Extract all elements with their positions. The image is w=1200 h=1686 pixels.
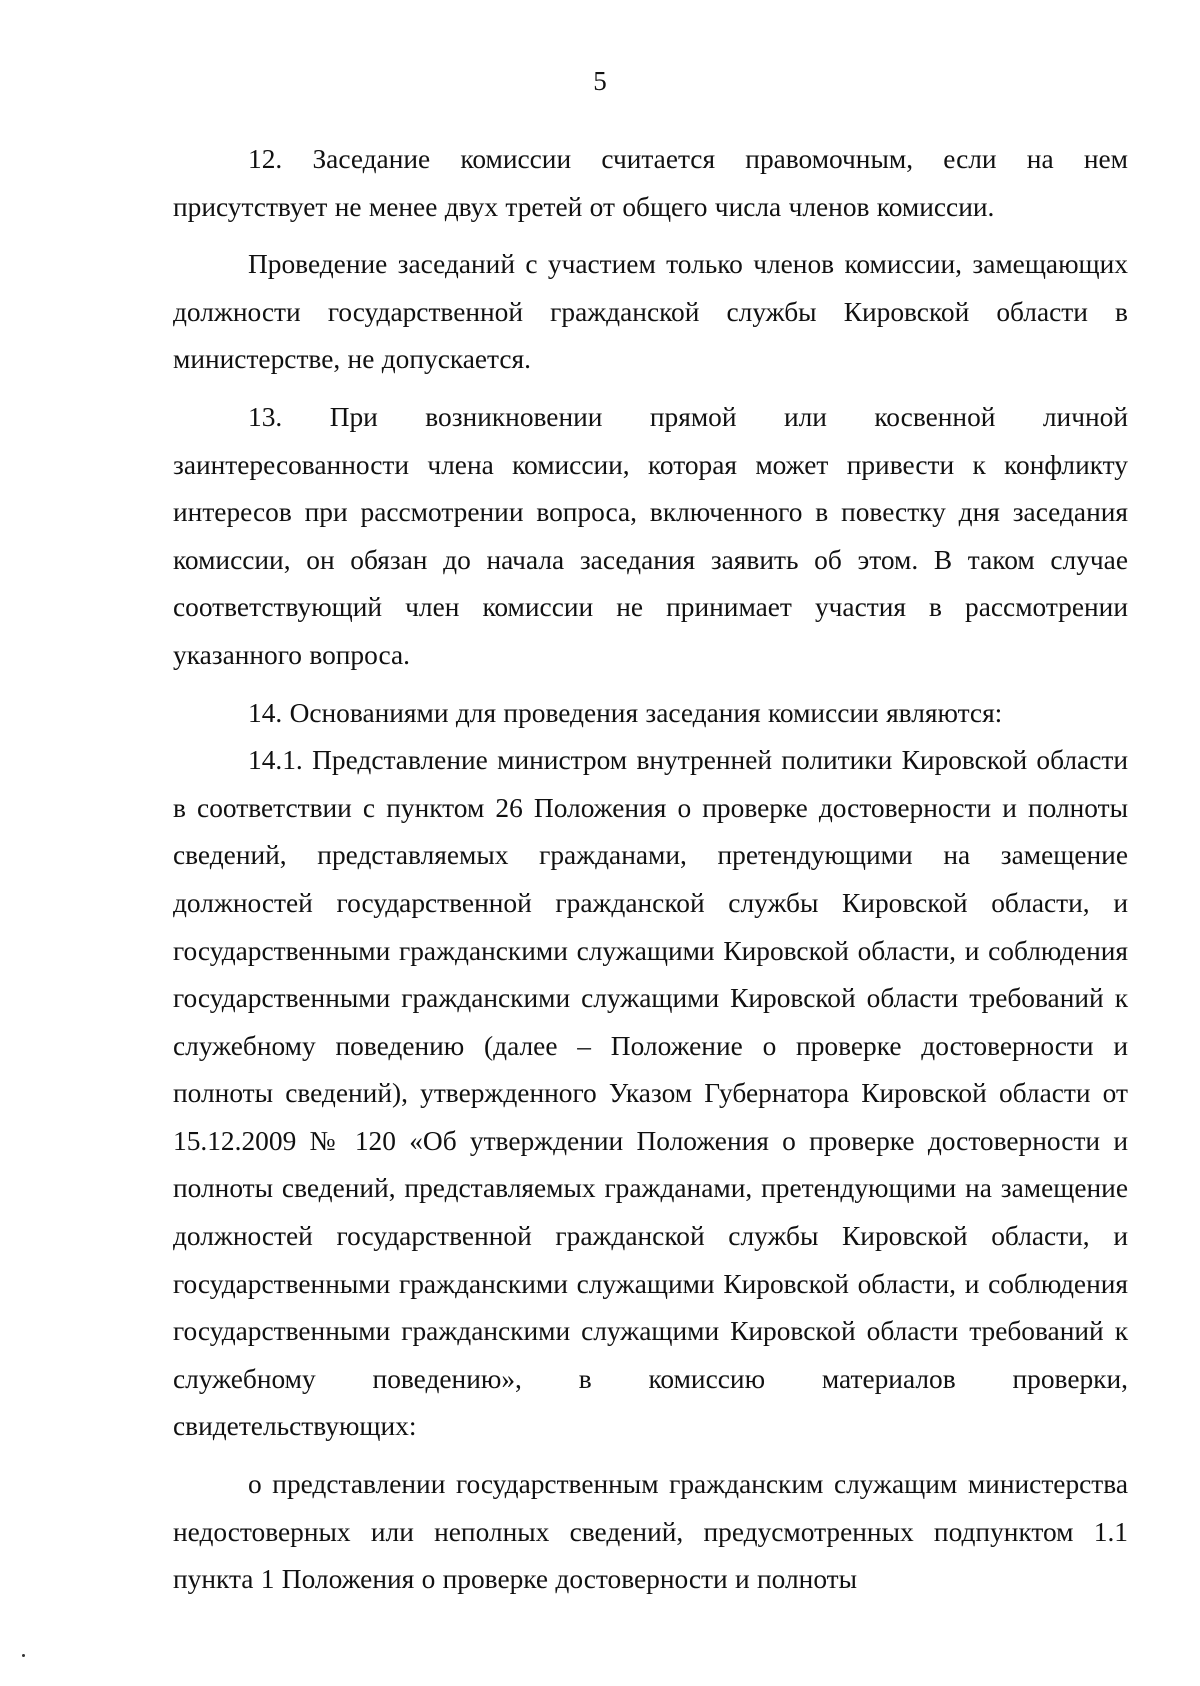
- paragraph-unreliable-information: о представлении государственным гражданским служащим министерства недостоверных или неполных сведений, предусмотренных подпунктом 1.1 пункта 1 Положения о проверке достоверности и полноты: [173, 1469, 1128, 1595]
- paragraph-12-quorum: 12. Заседание комиссии считается правомочным, если на нем присутствует не менее двух третей от общего числа членов комиссии.: [173, 144, 1128, 222]
- scan-speck: [22, 1654, 25, 1657]
- paragraph-14-1-submission: 14.1. Представление министром внутренней политики Кировской области в соответствии с пунктом 26 Положения о проверке достоверности и полноты сведений, представляемых гражданами, претендующими на замещение должностей государственной гражданской службы Кировской области, и государственными гражданскими служащими Кировской области, и соблюдения государственными гражданскими служащими Кировской области требований к служебному поведению (далее – Положение о проверке достоверности и полноты сведений), утвержденного Указом Губернатора Кировской области от 15.12.2009 № 120 «Об утверждении Положения о проверке достоверности и полноты сведений, представляемых гражданами, претендующими на замещение должностей государственной гражданской службы Кировской области, и государственными гражданскими служащими Кировской области, и соблюдения государственными гражданскими служащими Кировской области требований к служебному поведению», в комиссию материалов проверки, свидетельствующих:: [173, 745, 1128, 1442]
- page-number: 5: [593, 66, 607, 96]
- paragraph-14-grounds: 14. Основаниями для проведения заседания комиссии являются:: [248, 697, 1003, 728]
- paragraph-13-conflict-of-interest: 13. При возникновении прямой или косвенной личной заинтересованности члена комиссии, которая может привести к конфликту интересов при рассмотрении вопроса, включенного в повестку дня заседания комиссии, он обязан до начала заседания заявить об этом. В таком случае соответствующий член комиссии не принимает участия в рассмотрении указанного вопроса.: [173, 401, 1128, 670]
- document-body: [173, 136, 1128, 1604]
- paragraph-meeting-restriction: Проведение заседаний с участием только членов комиссии, замещающих должности государственной гражданской службы Кировской области в министерстве, не допускается.: [173, 249, 1128, 375]
